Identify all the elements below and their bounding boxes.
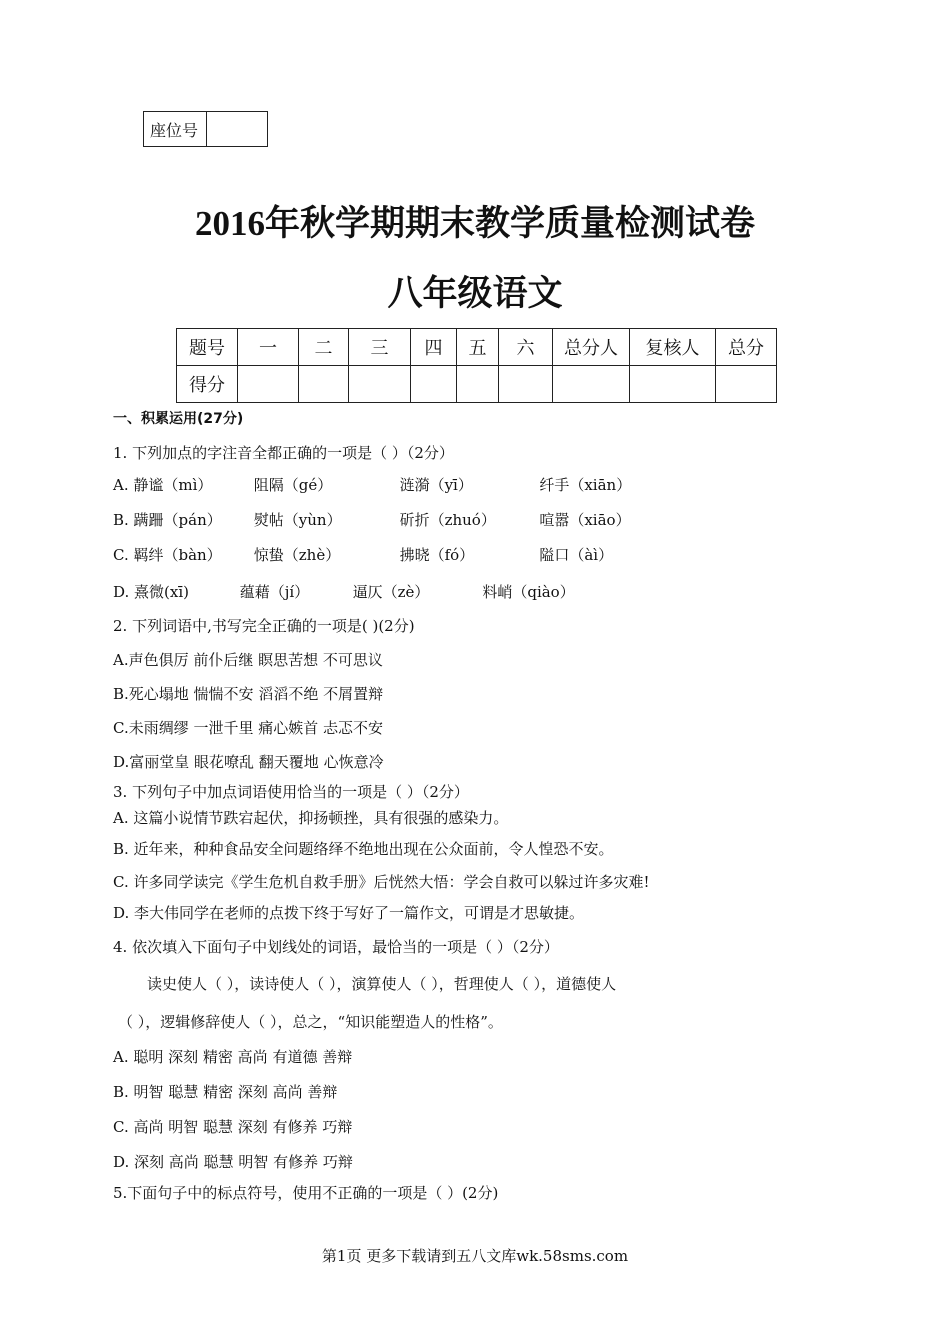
score-header: 六 bbox=[499, 329, 553, 366]
seat-blank bbox=[207, 112, 268, 147]
score-table bbox=[176, 328, 777, 403]
score-cell bbox=[299, 366, 349, 403]
q1-option-c bbox=[113, 544, 613, 565]
q4-option-c: C. 高尚 明智 聪慧 深刻 有修养 巧辩 bbox=[113, 1118, 353, 1136]
q2-option-a: A.声色俱厉 前仆后继 瞑思苦想 不可思议 bbox=[113, 651, 383, 669]
exam-title: 2016年秋学期期末教学质量检测试卷 bbox=[194, 204, 755, 243]
section-heading: 一、积累运用(27分) bbox=[113, 411, 244, 427]
q5-stem: 5.下面句子中的标点符号，使用不正确的一项是（ ）(2分) bbox=[113, 1184, 499, 1202]
q2-option-b: B.死心塌地 惴惴不安 滔滔不绝 不屑置辩 bbox=[113, 685, 384, 703]
q1-a-2: 阻隔（gé） bbox=[253, 476, 333, 494]
score-cell bbox=[499, 366, 553, 403]
q3-option-d: D. 李大伟同学在老师的点拨下终于写好了一篇作文，可谓是才思敏捷。 bbox=[113, 904, 585, 922]
score-header-row bbox=[177, 329, 777, 366]
score-cell bbox=[411, 366, 457, 403]
q3-stem: 3. 下列句子中加点词语使用恰当的一项是（ ）（2分） bbox=[113, 783, 469, 801]
score-cell bbox=[349, 366, 411, 403]
page-footer: 第1页 更多下载请到五八文库wk.58sms.com bbox=[321, 1247, 629, 1265]
q1-a-3: 涟漪（yī） bbox=[399, 476, 473, 494]
score-row-label: 得分 bbox=[177, 366, 238, 403]
q2-stem: 2. 下列词语中,书写完全正确的一项是( )(2分) bbox=[113, 617, 415, 635]
q4-passage-line1: 读史使人（ ），读诗使人（ ），演算使人（ ），哲理使人（ ），道德使人 bbox=[147, 975, 617, 993]
q1-c-2: 惊蛰（zhè） bbox=[253, 546, 341, 564]
q4-passage-line2: （ ），逻辑修辞使人（ ），总之，“知识能塑造人的性格”。 bbox=[118, 1013, 503, 1031]
q1-b-3: 斫折（zhuó） bbox=[399, 511, 496, 529]
q3-option-b: B. 近年来，种种食品安全问题络绎不绝地出现在公众面前，令人惶恐不安。 bbox=[113, 840, 614, 858]
q1-c-4: 隘口（àì） bbox=[539, 546, 614, 564]
q1-d-2: 蕴藉（jí） bbox=[239, 583, 310, 601]
score-header: 题号 bbox=[177, 329, 238, 366]
q1-d-3: 逼仄（zè） bbox=[352, 583, 430, 601]
score-cell bbox=[238, 366, 299, 403]
q1-d-4: 料峭（qiào） bbox=[482, 583, 575, 601]
q1-option-a bbox=[113, 474, 631, 495]
q2-option-d: D.富丽堂皇 眼花嘹乱 翻天覆地 心恢意冷 bbox=[113, 753, 384, 771]
q4-option-d: D. 深刻 高尚 聪慧 明智 有修养 巧辩 bbox=[113, 1153, 353, 1171]
q1-b-1: B. 蹒跚（pán） bbox=[113, 511, 222, 529]
seat-label: 座位号 bbox=[144, 112, 207, 147]
q4-stem: 4. 依次填入下面句子中划线处的词语，最恰当的一项是（ ）（2分） bbox=[113, 938, 559, 956]
score-header: 总分 bbox=[716, 329, 777, 366]
q3-option-a: A. 这篇小说情节跌宕起伏，抑扬顿挫，具有很强的感染力。 bbox=[113, 809, 509, 827]
score-header: 二 bbox=[299, 329, 349, 366]
q4-option-a: A. 聪明 深刻 精密 高尚 有道德 善辩 bbox=[113, 1048, 353, 1066]
score-cell bbox=[630, 366, 716, 403]
q1-option-b bbox=[113, 509, 631, 530]
seat-number-box bbox=[143, 111, 268, 147]
q1-c-3: 拂晓（fó） bbox=[399, 546, 475, 564]
score-header: 复核人 bbox=[630, 329, 716, 366]
score-cell bbox=[716, 366, 777, 403]
q3-option-c: C. 许多同学读完《学生危机自救手册》后恍然大悟：学会自救可以躲过许多灾难! bbox=[113, 873, 650, 891]
score-value-row bbox=[177, 366, 777, 403]
score-cell bbox=[553, 366, 630, 403]
q1-stem: 1. 下列加点的字注音全都正确的一项是（ ）（2分） bbox=[113, 444, 454, 462]
score-cell bbox=[457, 366, 499, 403]
score-header: 三 bbox=[349, 329, 411, 366]
q1-b-4: 喧嚣（xiāo） bbox=[539, 511, 631, 529]
score-header: 四 bbox=[411, 329, 457, 366]
score-header: 一 bbox=[238, 329, 299, 366]
exam-subtitle: 八年级语文 bbox=[387, 274, 563, 313]
q2-option-c: C.未雨绸缪 一泄千里 痛心嫉首 忐忑不安 bbox=[113, 719, 384, 737]
q4-option-b: B. 明智 聪慧 精密 深刻 高尚 善辩 bbox=[113, 1083, 338, 1101]
score-header: 五 bbox=[457, 329, 499, 366]
q1-a-4: 纤手（xiān） bbox=[539, 476, 632, 494]
q1-b-2: 熨帖（yùn） bbox=[253, 511, 342, 529]
q1-d-1: D. 熹微(xī) bbox=[113, 583, 189, 601]
score-header: 总分人 bbox=[553, 329, 630, 366]
q1-option-d bbox=[113, 581, 575, 602]
q1-c-1: C. 羁绊（bàn） bbox=[113, 546, 222, 564]
q1-a-1: A. 静谧（mì） bbox=[113, 476, 213, 494]
